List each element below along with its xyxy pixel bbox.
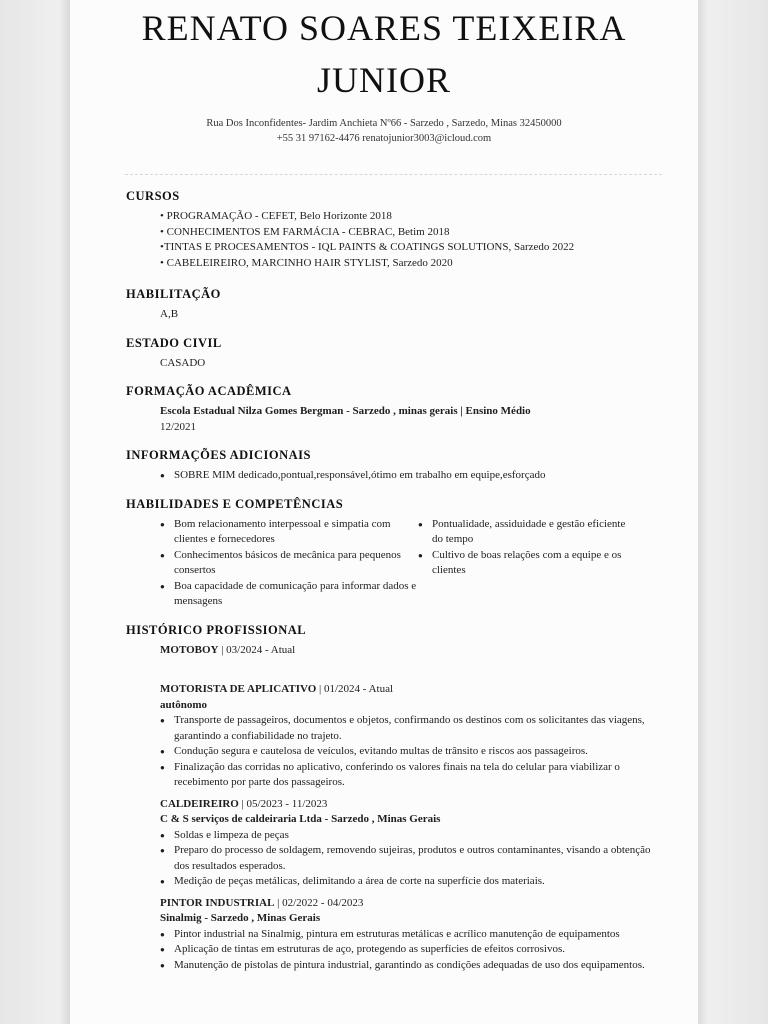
resume-content [126,188,666,973]
skills-column-left [160,517,418,610]
list-item: ● Finalização das corridas no aplicativo, conferindo os valores finais na tela do celular para viabilizar o recebimento por parte dos passageiros. [160,760,666,791]
formacao-date: 12/2021 [160,420,197,433]
list-item: ● Transporte de passageiros, documentos e objetos, confirmando os destinos com os solicitantes das viagens, garantindo a confiabilidade no trajeto. [160,713,666,744]
list-item: ● Aplicação de tintas em estruturas de aço, protegendo as superfícies de efeitos corrosivos. [160,942,666,958]
list-item: ● Condução segura e cautelosa de veículos, evitando multas de trânsito e riscos aos passageiros. [160,744,666,760]
list-item: • PROGRAMAÇÃO - CEFET, Belo Horizonte 2018 [160,210,392,222]
job-bullets [126,828,666,890]
habilitacao-value: A,B [160,308,179,320]
skills-column-right [418,517,638,610]
skills-columns [126,517,666,610]
section-historico [126,622,666,974]
contact-phone: +55 31 97162-4476 [276,133,360,144]
job-company: autônomo [160,698,208,711]
section-title: HABILIDADES E COMPETÊNCIAS [126,496,344,511]
contact-address: Rua Dos Inconfidentes- Jardim Anchieta Nº66 - Sarzedo , Sarzedo, Minas 32450000 [206,118,562,129]
section-title: HABILITAÇÃO [126,287,221,301]
list-item: ● Conhecimentos básicos de mecânica para pequenos consertos [160,548,418,579]
job-motorista [126,682,666,791]
job-pintor [126,896,666,974]
list-item: ● Cultivo de boas relações com a equipe e os clientes [418,548,638,579]
header-divider [125,174,662,175]
section-title: HISTÓRICO PROFISSIONAL [126,622,307,637]
section-estado-civil [126,335,666,372]
list-item: ● Medição de peças metálicas, delimitando a área de corte na superfície dos materiais. [160,874,666,890]
list-item: ● Soldas e limpeza de peças [160,828,666,844]
page-margin-right [698,0,768,1024]
section-title: INFORMAÇÕES ADICIONAIS [126,448,311,462]
list-item: ● Pintor industrial na Sinalmig, pintura em estruturas metálicas e acrílico manutenção de equipamentos [160,927,666,943]
resume-name-line1: RENATO SOARES TEIXEIRA [141,8,627,48]
job-company: Sinalmig - Sarzedo , Minas Gerais [160,912,321,924]
section-habilitacao [126,286,666,323]
list-item: •TINTAS E PROCESAMENTOS - IQL PAINTS & COATINGS SOLUTIONS, Sarzedo 2022 [160,241,575,253]
contact-line [70,133,698,144]
contact-email: renatojunior3003@icloud.com [362,133,492,144]
cursos-list [126,209,666,271]
job-caldeireiro [126,797,666,890]
section-title: ESTADO CIVIL [126,335,222,350]
job-bullets [126,713,666,791]
job-bullets [126,927,666,974]
estado-civil-value: CASADO [160,356,206,369]
resume-name-line2: JUNIOR [316,60,451,100]
list-item: ● Bom relacionamento interpessoal e simpatia com clientes e fornecedores [160,517,418,548]
job-dates: | 02/2022 - 04/2023 [274,896,364,909]
section-cursos [126,188,666,271]
section-informacoes [126,447,666,484]
job-title: CALDEIREIRO [160,797,239,810]
job-company: C & S serviços de caldeiraria Ltda - Sarzedo , Minas Gerais [160,813,441,825]
job-title: MOTORISTA DE APLICATIVO [160,683,317,695]
list-item: • CABELEIREIRO, MARCINHO HAIR STYLIST, Sarzedo 2020 [160,256,453,269]
job-title: PINTOR INDUSTRIAL [160,896,275,909]
list-item: ● Boa capacidade de comunicação para informar dados e mensagens [160,579,418,610]
page-margin-left [0,0,70,1024]
formacao-school: Escola Estadual Nilza Gomes Bergman - Sarzedo , minas gerais | Ensino Médio [160,405,531,417]
list-item: • CONHECIMENTOS EM FARMÁCIA - CEBRAC, Betim 2018 [160,225,450,238]
section-formacao [126,383,666,435]
job-dates: | 03/2024 - Atual [218,643,296,656]
list-item: ● Pontualidade, assiduidade e gestão eficiente do tempo [418,517,638,548]
job-motoboy [126,643,666,659]
resume-page [70,0,698,1024]
section-title: CURSOS [126,189,180,203]
section-habilidades [126,496,666,610]
job-title: MOTOBOY [160,643,219,656]
list-item: ● SOBRE MIM dedicado,pontual,responsável,ótimo em trabalho em equipe,esforçado [160,468,666,484]
list-item: ● Manutenção de pistolas de pintura industrial, garantindo as condições adequadas de uso dos equipamentos. [160,958,666,974]
job-dates: | 01/2024 - Atual [316,683,394,695]
list-item: ● Preparo do processo de soldagem, removendo sujeiras, produtos e outros contaminantes, visando a obtenção dos resultados esperados. [160,843,666,874]
section-title: FORMAÇÃO ACADÊMICA [126,384,292,398]
job-dates: | 05/2023 - 11/2023 [238,797,328,810]
informacoes-list [126,468,666,484]
